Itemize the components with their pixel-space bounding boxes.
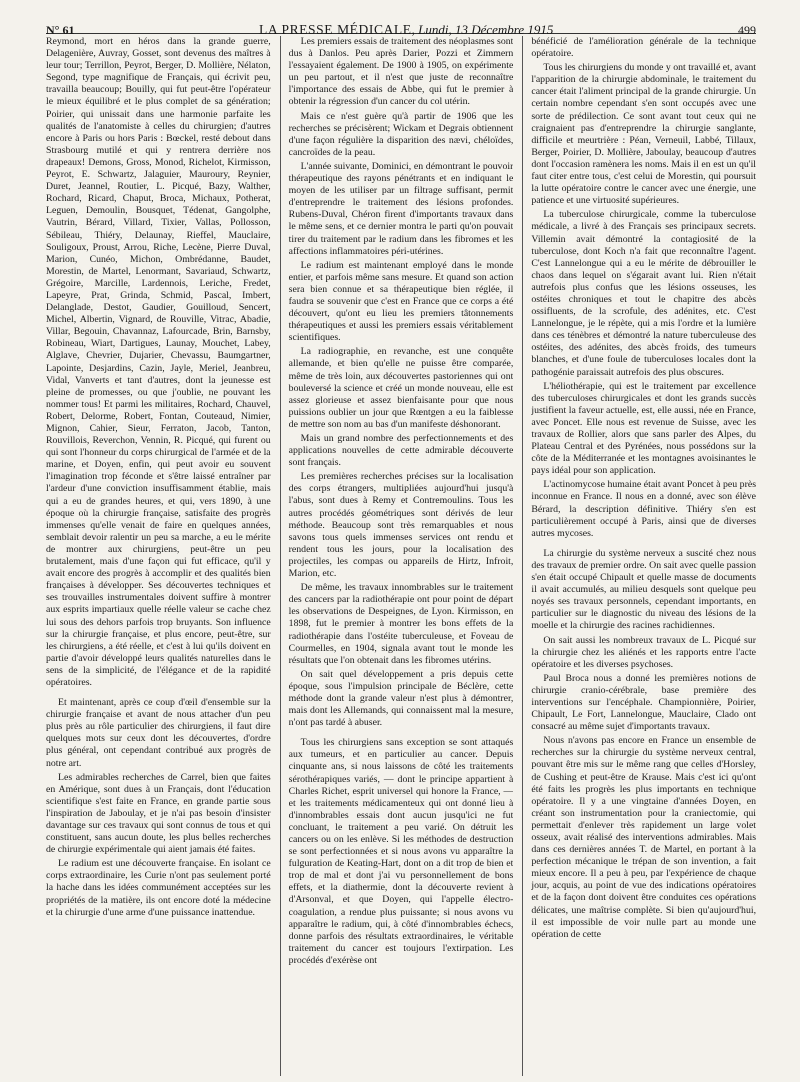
paragraph: Et maintenant, après ce coup d'œil d'ensemble sur la chirurgie française et avant de nous attacher d'un peu plus près au rôle particulier des chirurgiens, il faut dire quelques mots sur ceux dont les découvertes, d'ordre plus général, ont cependant contribué aux progrès de notre art.	[46, 697, 271, 769]
page-header	[46, 0, 756, 37]
paragraph: De même, les travaux innombrables sur le traitement des cancers par la radiothérapie ont pour point de départ les observations de Despeignes, de Lyon. Kirmisson, en 1898, fut le premier à montrer les bons effets de la radiothérapie dans l'ostéite tuberculeuse, et Foveau de Courmelles, en 1904, signala avant tout le monde les résultats que l'on obtenait dans les fibromes utérins.	[288, 582, 514, 666]
paragraph: La chirurgie du système nerveux a suscité chez nous des travaux de premier ordre. On sait avec quelle passion s'en était occupé Chipault et quelle masse de documents il avait accumulés, au milieu desquels sont quelque peu noyés ses travaux personnels, cependant importants, en particulier sur le diagnostic du niveau des lésions de la moelle et la chirurgie des racines rachidiennes.	[531, 547, 757, 632]
paragraph: Paul Broca nous a donné les premières notions de chirurgie cranio-cérébrale, base première des interventions sur l'encéphale. Championnière, Poirier, Chipault, Le Fort, Lannelongue, Mauclaire, Clado ont consacré au même sujet d'importants travaux.	[531, 672, 757, 733]
paragraph: Reymond, mort en héros dans la grande guerre, Delagenière, Auvray, Gosset, sont devenus des maîtres à leur tour; Terrillon, Peyrot, Berger, D. Mollière, Nélaton, Segond, type magnifique de Français, qui écrivit peu, travailla beaucoup; Bouilly, qui fut peut-être l'opérateur le mieux équilibré et le plus complet de sa génération; Poirier, qui unissait dans une harmonie parfaite les qualités de l'anatomiste à celles du chirurgien; d'autres encore à Paris ou hors Paris : Bœckel, resté debout dans Strasbourg mutilé et qui y rentrera derrière nos drapeaux! Demons, Gross, Monod, Richelot, Kirmisson, Peyrot, E. Schwartz, Jalaguier, Mauroury, Reynier, Duret, Jeannel, Routier, L. Picqué, Bazy, Walther, Rochard, Ricard, Chaput, Broca, Michaux, Potherat, Leguen, Demoulin, Bousquet, Tédenat, Gangolphe, Vautrin, Bérard, Villard, Tixier, Vallas, Pollosson, Sébileau, Thiéry, Delaunay, Rieffel, Mauclaire, Souligoux, Proust, Arrou, Riche, Lecène, Pierre Duval, Marion, Cunéo, Michon, Ombrédanne, Baudet, Morestin, de Martel, Lenormant, Savariaud, Schwartz, Grégoire, Marcille, Lardennois, Leriche, Fredet, Lapeyre, Prat, Grinda, Schmid, Pascal, Imbert, Delanglade, Destot, Gaudier, Gouilloud, Sencert, Michel, Albertin, Vignard, de Rouville, Vitrac, Abadie, Villar, Begouin, Chavannaz, Lafourcade, Brin, Barnsby, Robineau, Wiart, Dartigues, Launay, Mouchet, Labey, Alglave, Chevrier, Dujarier, Chevassu, Baumgartner, Lapointe, Desjardins, Cazin, Jayle, Meriel, Jeanbreu, Vidal, Vanverts et tant d'autres, dont la jeunesse est pleine de promesses, ou que j'oublie, ne pouvant les nommer tous! Et parmi les militaires, Rochard, Chauvel, Robert, Delorme, Robert, Fontan, Couteaud, Nimier, Mignon, Cahier, Sieur, Ferraton, Jacob, Tanton, Rouvillois, Reverchon, Vennin, R. Picqué, qui furent ou qui sont l'honneur du corps chirurgical de l'armée et de la marine, et Doyen, enfin, qui peut avoir eu souvent l'imagination trop féconde et s'être laissé entraîner par l'ardeur d'une conviction insuffisamment établie, mais qui a eu de grandes heures, et qui, vers 1890, à une époque où la chirurgie française, satisfaite des progrès immenses qu'elle venait de faire en quelques années, semblait devoir ralentir un peu sa marche, a eu le mérite de montrer aux chirurgiens, peut-être un peu brutalement, mais d'une façon qui fut efficace, qu'il y avait encore des progrès à accomplir et des qualités bien françaises à développer. Ses découvertes techniques et ses trouvailles instrumentales doivent suffire à montrer aux esprits impartiaux quelle réelle valeur se cache chez lui sous des dehors parfois trop bruyants. Son influence sur la chirurgie française, et plus encore, peut-être, sur les chirurgiens, a été réelle, et c'est à lui qu'ils doivent en partie d'avoir développé leurs qualités naturelles dans le sens de la simplicité, de l'élégance et de la rapidité opératoires.	[46, 36, 271, 688]
column-1	[46, 36, 271, 1076]
column-3	[522, 36, 756, 1076]
paragraph: Les admirables recherches de Carrel, bien que faites en Amérique, sont dues à un Français, dont l'éducation scientifique s'est faite en France, en grande partie sous l'inspiration de Jaboulay, et je n'ai pas besoin d'insister davantage sur ces travaux qui sont connus de tous et qui constituent, sans aucun doute, les plus belles recherches de chirurgie expérimentale qui aient jamais été faites.	[46, 771, 271, 856]
paragraph: Mais un grand nombre des perfectionnements et des applications nouvelles de cette admirable découverte sont français.	[288, 433, 514, 469]
paragraph: La radiographie, en revanche, est une conquête allemande, et bien qu'elle ne puisse être comparée, même de très loin, aux découvertes pastoriennes qui ont bouleversé la science et créé un monde nouveau, elle est assez glorieuse et assez bienfaisante pour que nous puissions oublier un jour que Rœntgen a eu la faiblesse de mettre son nom au bas d'un manifeste déshonorant.	[288, 346, 514, 430]
issue-number: N° 61	[46, 23, 75, 37]
paragraph: Tous les chirurgiens du monde y ont travaillé et, avant l'apparition de la chirurgie abdominale, le traitement du cancer était l'aliment principal de la grande chirurgie. Un certain nombre cependant s'en sont occupés avec une sorte de prédilection. Ce sont avant tout ceux qui ne craignaient pas d'entreprendre la chirurgie sanglante, difficile et meurtrière : Péan, Verneuil, Labbé, Tillaux, Berger, Poirier, D. Mollière, Jaboulay, beaucoup d'autres dont l'occasion ramènera les noms. Mais il en est un qu'il faut citer entre tous, c'est celui de Morestin, qui poursuit la lutte opératoire contre le cancer avec une énergie, une patience et une virtuosité supérieures.	[531, 62, 757, 207]
issue-date: , Lundi, 13 Décembre 1915	[411, 22, 554, 37]
column-2	[280, 36, 514, 1076]
paragraph: On sait aussi les nombreux travaux de L. Picqué sur la chirurgie chez les aliénés et les rapports entre l'acte opératoire et les diverses psychoses.	[531, 634, 757, 670]
page-number: 499	[737, 23, 756, 37]
paragraph: Les premiers essais de traitement des néoplasmes sont dus à Danlos. Peu après Darier, Pozzi et Zimmern l'essayaient également. De 1900 à 1905, on expérimente un peu partout, et il n'est que juste de reconnaître l'importance des essais de Abbe, qui fut le premier à obtenir la régression d'un cancer du col utérin.	[288, 36, 514, 108]
paragraph: Le radium est une découverte française. En isolant ce corps extraordinaire, les Curie n'ont pas seulement porté la hache dans les idées communément acceptées sur les propriétés de la matière, ils ont encore doté la médecine et la chirurgie d'une arme d'une puissance inattendue.	[46, 858, 271, 918]
paragraph: bénéficié de l'amélioration générale de la technique opératoire.	[531, 36, 757, 60]
paragraph: L'actinomycose humaine était avant Poncet à peu près inconnue en France. Il nous en a donné, avec son élève Bérard, la description définitive. Thiéry s'en est particulièrement occupé à Paris, ainsi que de diverses autres mycoses.	[531, 479, 757, 539]
paragraph: L'année suivante, Dominici, en démontrant le pouvoir thérapeutique des rayons pénétrants et en indiquant le moyen de les utiliser par un filtrage suffisant, permit d'entreprendre le traitement des lésions profondes. Rubens-Duval, Chéron firent d'importants travaux dans le même sens, et ce dernier montra le parti qu'on pouvait tirer du traitement par le radium dans les fibromes et les affections inflammatoires péri-utérines.	[288, 160, 514, 257]
journal-name: LA PRESSE MÉDICALE	[259, 22, 412, 37]
paragraph: La tuberculose chirurgicale, comme la tuberculose médicale, a livré à des Français ses principaux secrets. Villemin avait démontré la contagiosité de la tuberculose, dont Koch n'a fait que reconnaître l'agent. C'est Lannelongue qui a eu le mérite de débrouiller le chaos dans lequel on s'égarait avant lui. Rien n'était autrefois plus confus que les lésions osseuses, les ostéites chroniques et tout le chapitre des abcès ossifluents, de la scrofule, des adénites, etc. C'est Lannelongue, je le répète, qui a mis l'ordre et la lumière dans ces ténèbres et démontré la nature tuberculeuse des ostéites, des adénites, des abcès froids, des tumeurs blanches, et d'une foule de tuberculoses locales dont la pathogénie paraissait autrefois des plus obscures.	[531, 209, 757, 378]
paragraph: On sait quel développement a pris depuis cette époque, sous l'impulsion principale de Béclère, cette méthode dont la grande valeur n'est plus à démontrer, mais dont les Allemands, qui connaissent mal la mesure, n'ont pas tardé à abuser.	[288, 668, 514, 729]
paragraph: Les premières recherches précises sur la localisation des corps étrangers, multipliées aujourd'hui jusqu'à l'abus, sont dues à Remy et Contremoulins. Tous les autres procédés géométriques sont dérivés de leur méthode. Beaucoup sont très remarquables et nous savons tous quels immenses services ont rendu et rendent tous les jours, pour la localisation des projectiles, les compas ou appareils de Hirtz, Infroit, Marion, etc.	[288, 471, 514, 580]
paragraph: Le radium est maintenant employé dans le monde entier, et parfois même sans mesure. Et quand son action sera bien connue et sa thérapeutique bien réglée, il faudra se souvenir que c'est en France que ce corps a été découvert, qu'ont eu lieu les premiers tâtonnements thérapeutiques et aussi les premiers essais véritablement scientifiques.	[288, 259, 514, 344]
paragraph: Tous les chirurgiens sans exception se sont attaqués aux tumeurs, et en particulier au cancer. Depuis cinquante ans, si nous laissons de côté les traitements sérothérapiques variés, — dont le principe appartient à Charles Richet, esprit universel qui honore la France, — et les traitements médicamenteux qui ont donné lieu à d'innombrables essais dont aucun jusqu'ici ne fut concluant, le traitement a peu varié. On détruit les cancers ou on les enlève. Si les méthodes de destruction se sont perfectionnées et si nous avons vu apparaître la fulguration de Keating-Hart, dont on a dit trop de bien et trop de mal et dont j'ai vu personnellement de bons effets, et la diathermie, dont la découverte revient à d'Arsonval, et que Doyen, qui l'appelle électro-coagulation, a rendue plus puissante; si nous avons vu apparaître le radium, qui, à côté d'innombrables échecs, donne parfois des résultats extraordinaires, le véritable traitement du cancer est toujours l'extirpation. Les procédés d'exérèse ont	[288, 737, 514, 966]
paragraph: Mais ce n'est guère qu'à partir de 1906 que les recherches se précisèrent; Wickam et Degrais obtiennent d'une façon régulière la disparition des nævi, chéloïdes, cancroïdes de la peau.	[288, 110, 514, 158]
article-body	[46, 36, 756, 1076]
paragraph: L'héliothérapie, qui est le traitement par excellence des tuberculoses chirurgicales et dont les grands succès justifient la faveur actuelle, est, elle aussi, née en France, avec Poncet. Elle nous est revenue de Suisse, avec les travaux de Rollier, alors que sans parler des Alpes, du Plateau Central et des Pyrénées, nous possédons sur la côte de la Méditerranée et les montagnes avoisinantes le pays idéal pour son application.	[531, 380, 757, 477]
paragraph: Nous n'avons pas encore en France un ensemble de recherches sur la chirurgie du système nerveux central, pouvant être mis sur le même rang que celles d'Horsley, de Cushing et peut-être de Krause. Mais c'est ici qu'ont été faits les progrès les plus importants en technique opératoire. Il y a une vingtaine d'années Doyen, en créant son instrumentation pour la craniectomie, qui permettait d'enlever très rapidement un large volet osseux, avait réalisé des interventions admirables. Mais dans ces dernières années T. de Martel, en portant à la perfection mécanique le trépan de son invention, a fait mieux encore. Il a peu à peu, par l'expérience de chaque jour, acquis, au point de vue des indications opératoires et de la façon dont doivent être conduites ces opérations délicates, une maîtrise complète. Si bien qu'aujourd'hui, il est impossible de voir nulle part au monde une opération de cette	[531, 735, 757, 940]
